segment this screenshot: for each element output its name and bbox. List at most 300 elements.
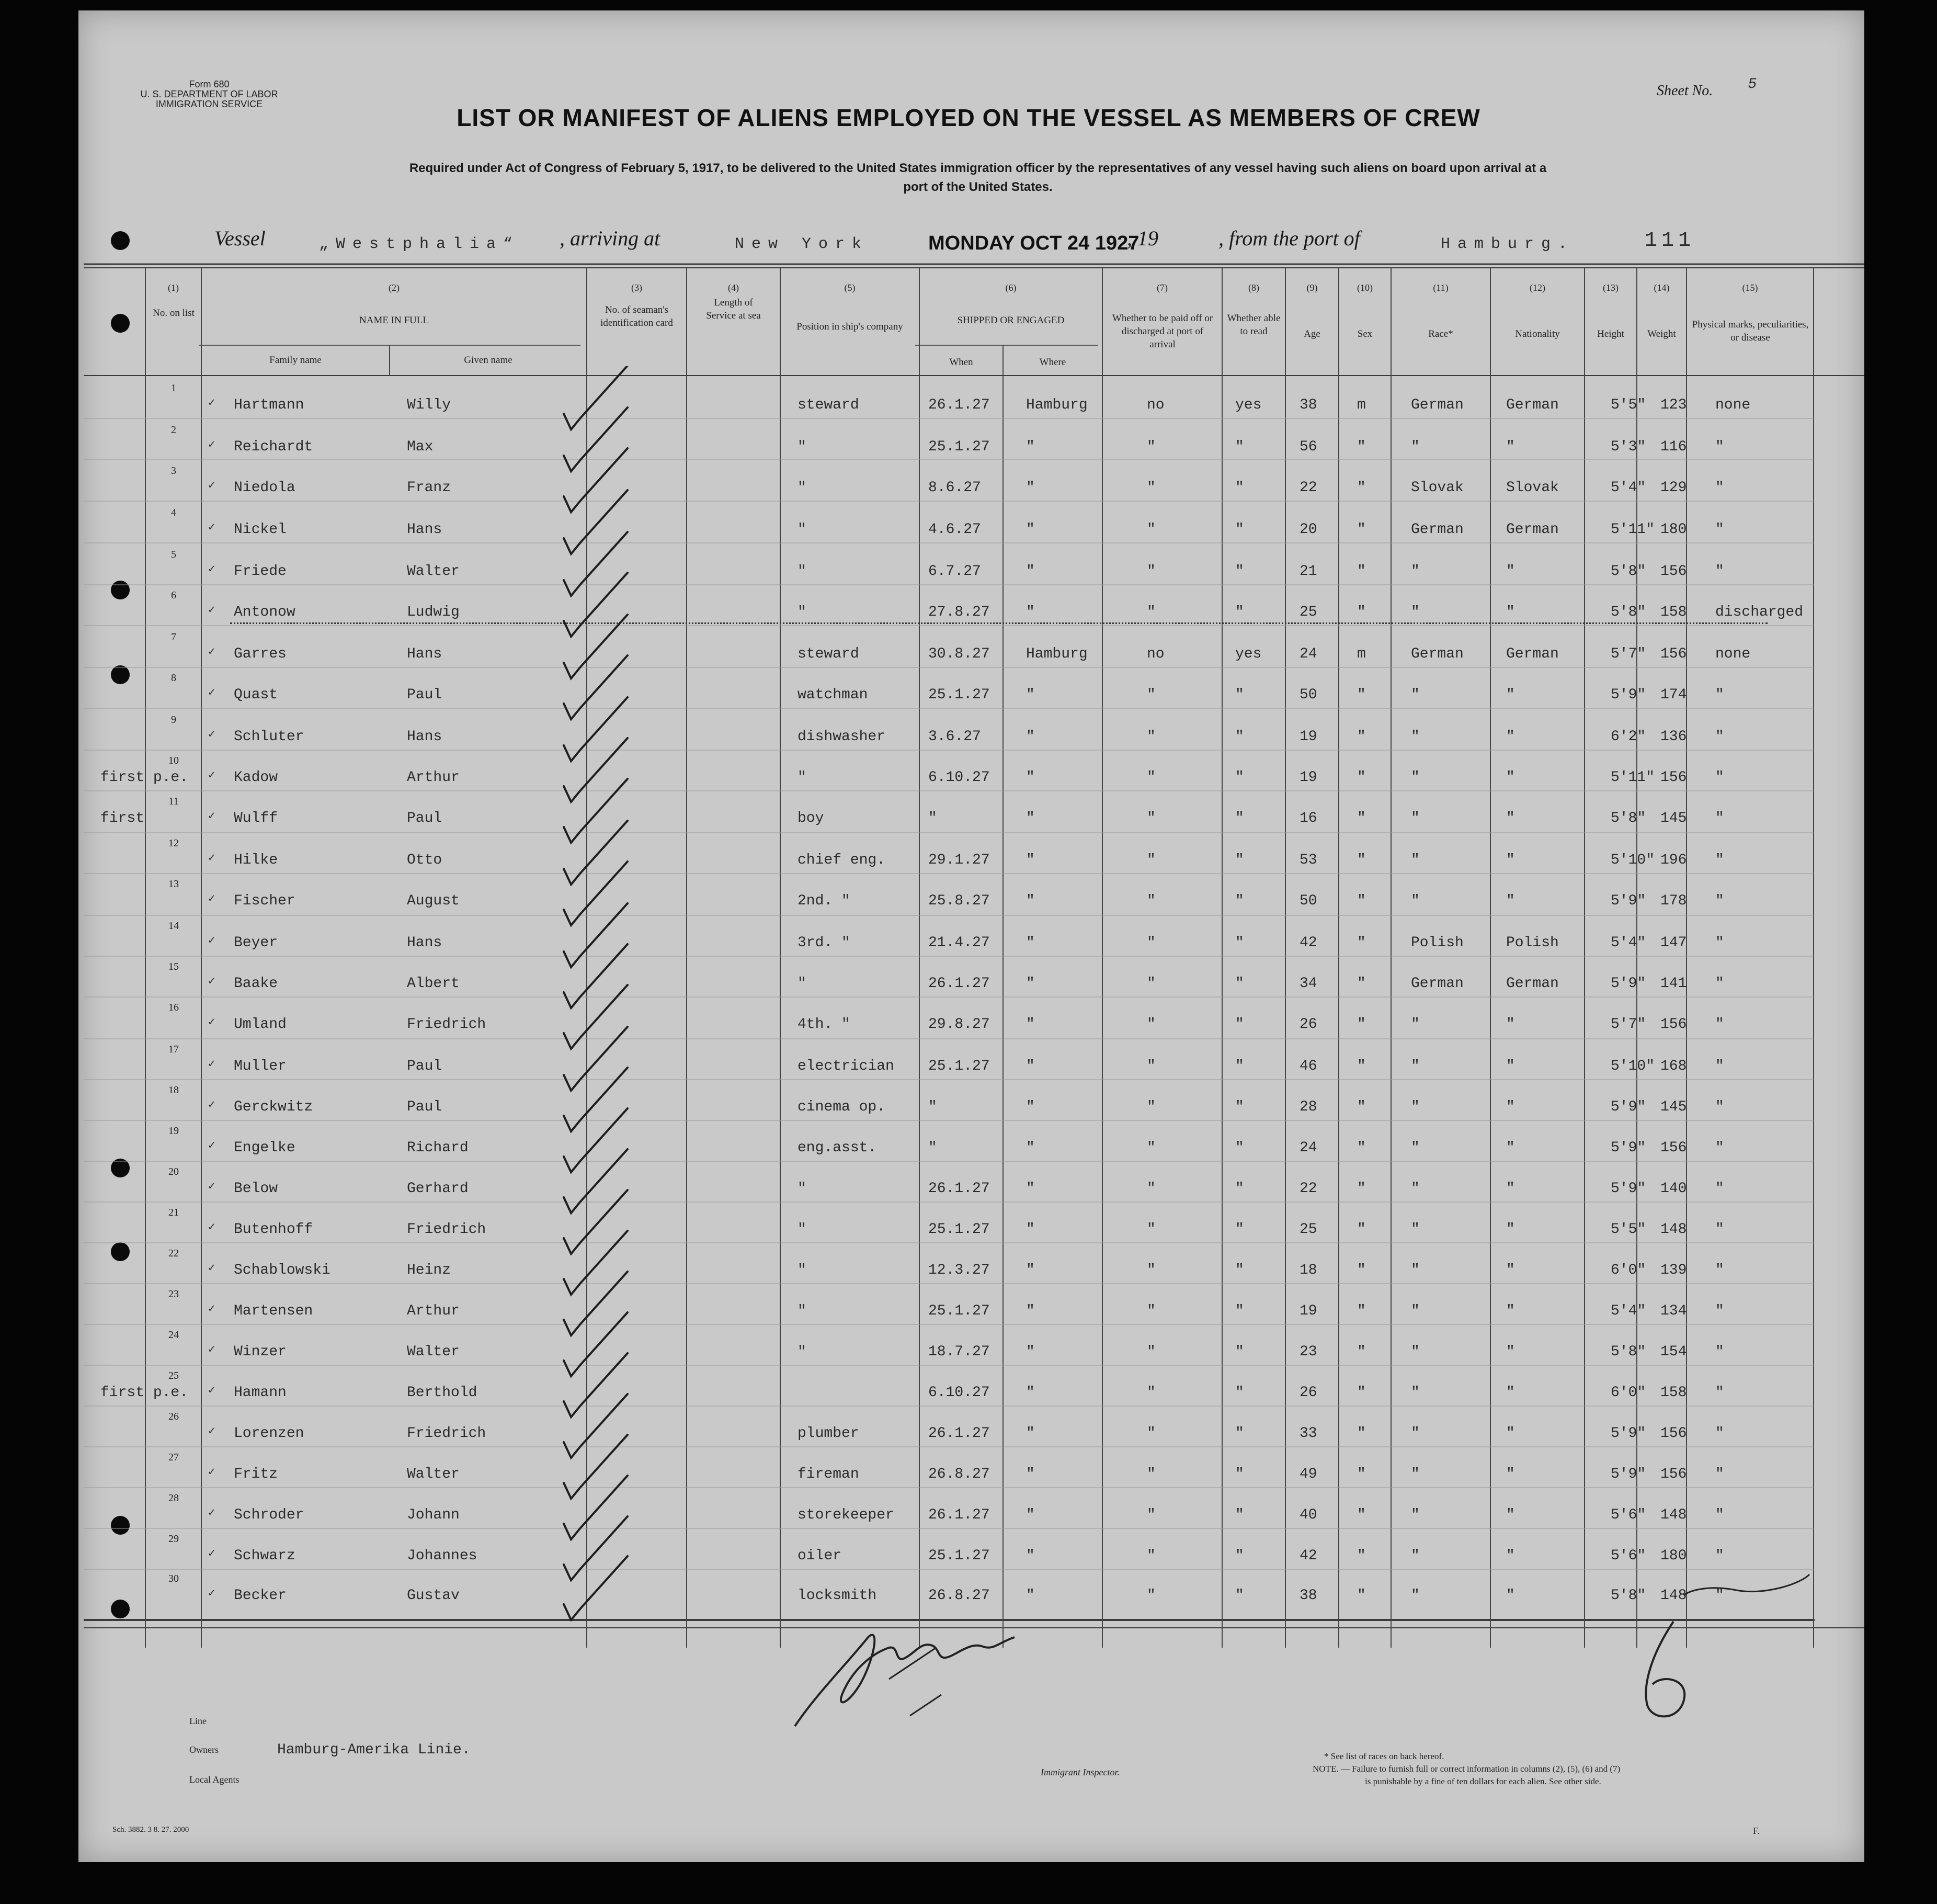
cell-family-name: Martensen <box>234 1303 313 1319</box>
cell-given-name: Friedrich <box>407 1425 486 1442</box>
cell-position: storekeeper <box>797 1507 894 1523</box>
row-tick-mark: ✓ <box>208 645 215 659</box>
cell-sex: m <box>1357 646 1366 662</box>
checkmark <box>564 1394 628 1458</box>
cell-shipped-when: 26.1.27 <box>928 397 990 413</box>
cell-weight: 156 <box>1660 1140 1687 1156</box>
cell-able-to-read: " <box>1235 1099 1244 1115</box>
cell-sex: " <box>1357 1548 1366 1564</box>
cell-shipped-when: 29.8.27 <box>928 1016 990 1033</box>
cell-race: " <box>1411 1466 1420 1482</box>
cell-race: " <box>1411 729 1420 745</box>
cell-sex: " <box>1357 1181 1366 1197</box>
cell-shipped-where: " <box>1026 439 1035 455</box>
row-tick-mark: ✓ <box>208 1098 215 1112</box>
cell-given-name: Albert <box>407 976 460 992</box>
header-shipped-or-engaged: SHIPPED OR ENGAGED <box>957 315 1065 326</box>
cell-age: 38 <box>1300 397 1317 413</box>
vessel-name: „Westphalia“ <box>319 235 520 253</box>
cell-paid-off: " <box>1147 1221 1156 1238</box>
cell-family-name: Kadow <box>234 769 278 786</box>
cell-age: 26 <box>1300 1016 1317 1033</box>
cell-age: 53 <box>1300 852 1317 868</box>
cell-paid-off: " <box>1147 1099 1156 1115</box>
cell-height: 5'5" <box>1611 1221 1646 1238</box>
cell-physical-marks: " <box>1715 1425 1724 1442</box>
cell-height: 5'8" <box>1611 604 1646 620</box>
cell-physical-marks: " <box>1715 439 1724 455</box>
cell-physical-marks: " <box>1715 1262 1724 1278</box>
row-tick-mark: ✓ <box>208 686 215 699</box>
cell-paid-off: " <box>1147 1548 1156 1564</box>
cell-family-name: Nickel <box>234 522 287 538</box>
cell-age: 49 <box>1300 1466 1317 1482</box>
cell-race: German <box>1411 646 1464 662</box>
cell-height: 5'9" <box>1611 1425 1646 1442</box>
cell-able-to-read: " <box>1235 687 1244 703</box>
cell-height: 5'9" <box>1611 1466 1646 1482</box>
column-number: (3) <box>631 282 642 293</box>
cell-shipped-where: " <box>1026 893 1035 909</box>
cell-family-name: Beyer <box>234 935 278 951</box>
cell-given-name: Johann <box>407 1507 460 1523</box>
cell-sex: " <box>1357 1588 1366 1604</box>
cell-race: German <box>1411 522 1464 538</box>
cell-height: 6'0" <box>1611 1385 1646 1401</box>
cell-physical-marks: " <box>1715 522 1724 538</box>
cell-able-to-read: " <box>1235 893 1244 909</box>
cell-shipped-when: 25.1.27 <box>928 1303 990 1319</box>
cell-sex: " <box>1357 935 1366 951</box>
header-nationality: Nationality <box>1515 328 1560 339</box>
cell-paid-off: " <box>1147 1303 1156 1319</box>
row-tick-mark: ✓ <box>208 1262 215 1275</box>
column-number: (8) <box>1248 282 1259 293</box>
column-number: (11) <box>1433 282 1449 293</box>
cell-age: 19 <box>1300 1303 1317 1319</box>
cell-physical-marks: " <box>1715 976 1724 992</box>
cell-age: 22 <box>1300 1181 1317 1197</box>
cell-paid-off: " <box>1147 810 1156 826</box>
cell-position: " <box>797 563 806 580</box>
cell-sex: " <box>1357 1221 1366 1238</box>
cell-position: boy <box>797 810 824 826</box>
cell-able-to-read: " <box>1235 852 1244 868</box>
checkmark <box>564 738 628 802</box>
cell-race: " <box>1411 810 1420 826</box>
cell-nationality: " <box>1506 1099 1515 1115</box>
cell-sex: " <box>1357 1058 1366 1074</box>
cell-race: Polish <box>1411 935 1464 951</box>
cell-race: " <box>1411 1303 1420 1319</box>
row-tick-mark: ✓ <box>208 438 215 451</box>
cell-given-name: Paul <box>407 1099 442 1115</box>
cell-shipped-where: " <box>1026 1262 1035 1278</box>
cell-given-name: Walter <box>407 1466 460 1482</box>
header-given-name: Given name <box>464 355 512 366</box>
cell-age: 42 <box>1300 935 1317 951</box>
header-list-number: No. on list <box>153 308 195 319</box>
cell-given-name: Hans <box>407 522 442 538</box>
row-tick-mark: ✓ <box>208 1343 215 1356</box>
cell-able-to-read: " <box>1235 976 1244 992</box>
cell-paid-off: " <box>1147 976 1156 992</box>
cell-race: " <box>1411 1016 1420 1033</box>
header-name-in-full: NAME IN FULL <box>359 315 429 326</box>
cell-family-name: Umland <box>234 1016 287 1033</box>
arrival-date-stamp: MONDAY OCT 24 1927 <box>928 232 1140 254</box>
cell-sex: " <box>1357 1466 1366 1482</box>
cell-shipped-where: Hamburg <box>1026 646 1088 662</box>
footer-owners-value: Hamburg-Amerika Linie. <box>277 1742 471 1758</box>
cell-shipped-when: " <box>928 1099 937 1115</box>
cell-position: " <box>797 1262 806 1278</box>
cell-family-name: Fritz <box>234 1466 278 1482</box>
row-number: 13 <box>168 878 179 890</box>
row-number: 26 <box>168 1411 179 1422</box>
column-number: (14) <box>1654 282 1670 293</box>
cell-height: 5'4" <box>1611 935 1646 951</box>
cell-nationality: " <box>1506 810 1515 826</box>
row-tick-mark: ✓ <box>208 892 215 905</box>
checkmark <box>564 615 628 678</box>
cell-sex: " <box>1357 439 1366 455</box>
cell-weight: 156 <box>1660 1425 1687 1442</box>
cell-nationality: " <box>1506 687 1515 703</box>
row-tick-mark: ✓ <box>208 1506 215 1520</box>
cell-height: 5'4" <box>1611 480 1646 496</box>
cell-shipped-when: 6.10.27 <box>928 769 990 786</box>
cell-shipped-when: 26.1.27 <box>928 1507 990 1523</box>
cell-race: " <box>1411 1099 1420 1115</box>
checkmark <box>564 532 628 596</box>
cell-position: electrician <box>797 1058 894 1074</box>
cell-height: 5'3" <box>1611 439 1646 455</box>
row-6-strikethrough <box>230 622 1768 626</box>
cell-family-name: Baake <box>234 976 278 992</box>
cell-able-to-read: " <box>1235 1262 1244 1278</box>
cell-position: " <box>797 1344 806 1360</box>
cell-physical-marks: " <box>1715 1466 1724 1482</box>
header-id-card: No. of seaman's identification card <box>600 304 673 328</box>
cell-nationality: " <box>1506 439 1515 455</box>
cell-given-name: Hans <box>407 935 442 951</box>
penalty-note-cont: is punishable by a fine of ten dollars for each alien. See other side. <box>1365 1776 1601 1786</box>
cell-family-name: Schwarz <box>234 1548 295 1564</box>
cell-able-to-read: yes <box>1235 397 1262 413</box>
cell-shipped-where: " <box>1026 1425 1035 1442</box>
right-margin-scrawl <box>1632 1564 1820 1731</box>
cell-paid-off: " <box>1147 439 1156 455</box>
cell-shipped-when: 3.6.27 <box>928 729 981 745</box>
cell-physical-marks: " <box>1715 852 1724 868</box>
cell-paid-off: " <box>1147 852 1156 868</box>
cell-given-name: Paul <box>407 1058 442 1074</box>
cell-physical-marks: " <box>1715 1588 1724 1604</box>
cell-able-to-read: " <box>1235 522 1244 538</box>
checkmark <box>564 903 628 967</box>
column-number: (6) <box>1005 282 1017 293</box>
row-tick-mark: ✓ <box>208 1221 215 1234</box>
checkmark <box>564 1149 628 1213</box>
cell-physical-marks: " <box>1715 1548 1724 1564</box>
cell-race: " <box>1411 893 1420 909</box>
list-number: 111 <box>1645 229 1695 253</box>
arriving-label: , arriving at <box>560 226 660 250</box>
cell-nationality: " <box>1506 769 1515 786</box>
cell-race: " <box>1411 1588 1420 1604</box>
cell-physical-marks: " <box>1715 1016 1724 1033</box>
cell-given-name: Richard <box>407 1140 469 1156</box>
cell-shipped-when: 27.8.27 <box>928 604 990 620</box>
cell-weight: 156 <box>1660 1466 1687 1482</box>
cell-race: " <box>1411 1058 1420 1074</box>
cell-race: " <box>1411 1425 1420 1442</box>
cell-shipped-where: " <box>1026 976 1035 992</box>
departure-port: Hamburg. <box>1441 235 1575 253</box>
cell-paid-off: " <box>1147 687 1156 703</box>
cell-position: fireman <box>797 1466 859 1482</box>
cell-family-name: Below <box>234 1181 278 1197</box>
cell-height: 5'5" <box>1611 397 1646 413</box>
checkmark <box>564 821 628 885</box>
cell-paid-off: " <box>1147 1262 1156 1278</box>
cell-family-name: Reichardt <box>234 439 313 455</box>
cell-race: " <box>1411 852 1420 868</box>
penalty-note: NOTE. — Failure to furnish full or correct information in columns (2), (5), (6) and (7) <box>1313 1764 1621 1774</box>
checkmark <box>564 985 628 1049</box>
header-paid-off: Whether to be paid off or discharged at port of arrival <box>1112 313 1213 350</box>
cell-height: 5'7" <box>1611 646 1646 662</box>
cell-nationality: " <box>1506 1385 1515 1401</box>
cell-race: German <box>1411 397 1464 413</box>
checkmark <box>564 1108 628 1172</box>
cell-shipped-where: " <box>1026 604 1035 620</box>
cell-given-name: Otto <box>407 852 442 868</box>
cell-shipped-where: " <box>1026 1548 1035 1564</box>
cell-height: 6'0" <box>1611 1262 1646 1278</box>
cell-height: 5'8" <box>1611 563 1646 580</box>
cell-race: German <box>1411 976 1464 992</box>
row-tick-mark: ✓ <box>208 769 215 782</box>
cell-shipped-when: 8.6.27 <box>928 480 981 496</box>
cell-able-to-read: " <box>1235 1058 1244 1074</box>
cell-sex: " <box>1357 810 1366 826</box>
cell-family-name: Hamann <box>234 1385 287 1401</box>
row-number: 6 <box>171 590 176 601</box>
cell-given-name: Hans <box>407 646 442 662</box>
cell-physical-marks: " <box>1715 1344 1724 1360</box>
cell-shipped-where: " <box>1026 1344 1035 1360</box>
cell-shipped-when: " <box>928 810 937 826</box>
cell-age: 38 <box>1300 1588 1317 1604</box>
cell-physical-marks: " <box>1715 893 1724 909</box>
cell-paid-off: " <box>1147 1344 1156 1360</box>
footer-inspector-label: Immigrant Inspector. <box>1041 1767 1120 1777</box>
checkmark <box>564 1516 628 1580</box>
checkmark <box>564 1190 628 1254</box>
cell-height: 5'6" <box>1611 1548 1646 1564</box>
row-number: 25 <box>168 1370 179 1381</box>
row-tick-mark: ✓ <box>208 1139 215 1152</box>
row-tick-mark: ✓ <box>208 810 215 823</box>
cell-shipped-where: " <box>1026 1466 1035 1482</box>
cell-nationality: " <box>1506 1588 1515 1604</box>
cell-given-name: Paul <box>407 810 442 826</box>
cell-paid-off: " <box>1147 1181 1156 1197</box>
cell-physical-marks: " <box>1715 687 1724 703</box>
cell-race: " <box>1411 439 1420 455</box>
cell-physical-marks: " <box>1715 1140 1724 1156</box>
cell-nationality: " <box>1506 729 1515 745</box>
cell-given-name: Heinz <box>407 1262 451 1278</box>
cell-physical-marks: " <box>1715 1181 1724 1197</box>
row-number: 16 <box>168 1002 179 1013</box>
cell-position: " <box>797 976 806 992</box>
cell-nationality: " <box>1506 1140 1515 1156</box>
cell-race: " <box>1411 1262 1420 1278</box>
cell-sex: m <box>1357 397 1366 413</box>
cell-height: 5'7" <box>1611 1016 1646 1033</box>
checkmark <box>564 1272 628 1335</box>
cell-position: " <box>797 604 806 620</box>
column-number: (12) <box>1530 282 1545 293</box>
cell-weight: 180 <box>1660 1548 1687 1564</box>
cell-given-name: Friedrich <box>407 1221 486 1238</box>
cell-shipped-when: 26.8.27 <box>928 1588 990 1604</box>
cell-shipped-when: 4.6.27 <box>928 522 981 538</box>
checkmark <box>564 448 628 512</box>
row-number: 9 <box>171 714 176 726</box>
cell-able-to-read: " <box>1235 439 1244 455</box>
cell-weight: 156 <box>1660 1016 1687 1033</box>
cell-position: plumber <box>797 1425 859 1442</box>
footer-owners-label: Owners <box>189 1744 219 1755</box>
checkmark <box>564 1353 628 1417</box>
cell-nationality: " <box>1506 1058 1515 1074</box>
arrival-port: New York <box>735 235 869 253</box>
cell-shipped-where: " <box>1026 852 1035 868</box>
cell-physical-marks: " <box>1715 729 1724 745</box>
cell-nationality: " <box>1506 1303 1515 1319</box>
cell-given-name: Gustav <box>407 1588 460 1604</box>
cell-family-name: Niedola <box>234 480 295 496</box>
cell-weight: 147 <box>1660 935 1687 951</box>
cell-sex: " <box>1357 563 1366 580</box>
row-tick-mark: ✓ <box>208 521 215 534</box>
cell-family-name: Becker <box>234 1588 287 1604</box>
row-number: 20 <box>168 1166 179 1177</box>
cell-height: 5'10" <box>1611 1058 1655 1074</box>
cell-paid-off: " <box>1147 729 1156 745</box>
cell-able-to-read: " <box>1235 1548 1244 1564</box>
cell-nationality: " <box>1506 604 1515 620</box>
row-number: 27 <box>168 1452 179 1463</box>
cell-shipped-when: 26.1.27 <box>928 976 990 992</box>
row-tick-mark: ✓ <box>208 852 215 865</box>
cell-weight: 156 <box>1660 769 1687 786</box>
header-sex: Sex <box>1357 328 1373 339</box>
row-number: 1 <box>171 382 176 394</box>
cell-able-to-read: " <box>1235 810 1244 826</box>
cell-given-name: Friedrich <box>407 1016 486 1033</box>
cell-shipped-where: " <box>1026 1588 1035 1604</box>
cell-shipped-when: 6.7.27 <box>928 563 981 580</box>
cell-physical-marks: " <box>1715 1058 1724 1074</box>
cell-nationality: Polish <box>1506 935 1559 951</box>
cell-family-name: Hilke <box>234 852 278 868</box>
checkmark <box>564 1312 628 1376</box>
cell-physical-marks: discharged <box>1715 604 1804 620</box>
cell-weight: 141 <box>1660 976 1687 992</box>
cell-position: dishwasher <box>797 729 886 745</box>
cell-position: oiler <box>797 1548 842 1564</box>
cell-height: 5'9" <box>1611 1140 1646 1156</box>
row-number: 17 <box>168 1044 179 1055</box>
cell-shipped-when: 26.1.27 <box>928 1425 990 1442</box>
header-length-of-service: Length of Service at sea <box>706 297 761 321</box>
header-physical-marks: Physical marks, peculiarities, or disease <box>1692 319 1809 343</box>
cell-age: 33 <box>1300 1425 1317 1442</box>
cell-position: 4th. " <box>797 1016 850 1033</box>
cell-height: 5'9" <box>1611 893 1646 909</box>
cell-able-to-read: " <box>1235 1466 1244 1482</box>
row-number: 4 <box>171 507 176 518</box>
cell-position: " <box>797 439 806 455</box>
cell-family-name: Gerckwitz <box>234 1099 313 1115</box>
cell-given-name: Max <box>407 439 434 455</box>
cell-shipped-when: 12.3.27 <box>928 1262 990 1278</box>
cell-age: 19 <box>1300 729 1317 745</box>
department-name: U. S. DEPARTMENT OF LABOR <box>140 89 278 99</box>
cell-shipped-when: 25.8.27 <box>928 893 990 909</box>
checkmark-column <box>549 366 706 1622</box>
cell-shipped-where: " <box>1026 687 1035 703</box>
cell-paid-off: " <box>1147 1507 1156 1523</box>
header-height: Height <box>1597 328 1624 339</box>
cell-family-name: Wulff <box>234 810 278 826</box>
cell-age: 50 <box>1300 687 1317 703</box>
cell-sex: " <box>1357 769 1366 786</box>
cell-age: 22 <box>1300 480 1317 496</box>
cell-able-to-read: " <box>1235 480 1244 496</box>
cell-race: " <box>1411 687 1420 703</box>
cell-position: " <box>797 1181 806 1197</box>
cell-position: watchman <box>797 687 868 703</box>
cell-weight: 178 <box>1660 893 1687 909</box>
cell-able-to-read: " <box>1235 1016 1244 1033</box>
cell-sex: " <box>1357 976 1366 992</box>
cell-family-name: Engelke <box>234 1140 295 1156</box>
header-family-name: Family name <box>269 355 322 366</box>
row-tick-mark: ✓ <box>208 479 215 492</box>
row-tick-mark: ✓ <box>208 1425 215 1438</box>
cell-able-to-read: yes <box>1235 646 1262 662</box>
margin-annotation: first p.e. <box>100 1385 189 1401</box>
cell-position: cinema op. <box>797 1099 886 1115</box>
cell-age: 23 <box>1300 1344 1317 1360</box>
column-number: (2) <box>389 282 400 293</box>
header-race: Race* <box>1428 328 1453 339</box>
page-subtitle: Required under Act of Congress of February 5, 1917, to be delivered to the United States immigration officer by the representatives of any vessel having such aliens on board upon arrival at a port of the United States. <box>409 161 1547 194</box>
cell-sex: " <box>1357 893 1366 909</box>
page-title: LIST OR MANIFEST OF ALIENS EMPLOYED ON THE VESSEL AS MEMBERS OF CREW <box>457 104 1480 131</box>
row-number: 8 <box>171 672 176 684</box>
cell-height: 6'2" <box>1611 729 1646 745</box>
row-number: 23 <box>168 1288 179 1300</box>
cell-age: 40 <box>1300 1507 1317 1523</box>
cell-race: " <box>1411 1548 1420 1564</box>
